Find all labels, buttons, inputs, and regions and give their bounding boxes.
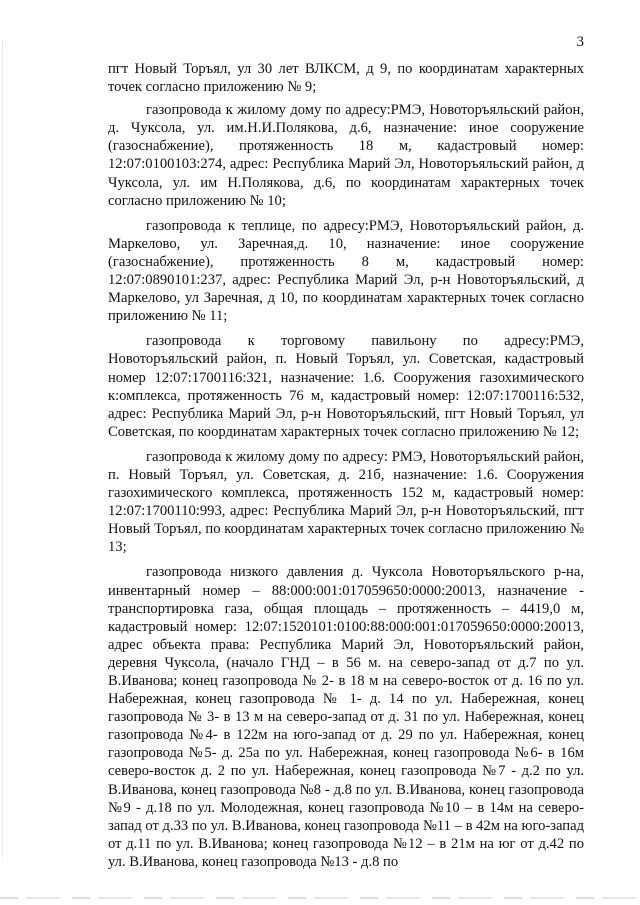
- paragraph-gas-pipeline-greenhouse: газопровода к теплице, по адресу:РМЭ, Новоторъяльский район, д. Маркелово, ул. Заречная,д. 10, назначение: иное сооружение (газоснабжение), протяженность 8 м, кадастровый номер: 12:07:0890101:237, адрес: Республика Марий Эл, р-н Новоторъяльский, д Маркелово, ул Заречная, д 10, по координатам характерных точек согласно приложению № 11;: [108, 217, 584, 325]
- paragraph-continuation: пгт Новый Торъял, ул 30 лет ВЛКСМ, д 9, по координатам характерных точек согласно приложению № 9;: [108, 61, 584, 96]
- page-number: 3: [576, 34, 584, 50]
- document-body: [108, 60, 584, 878]
- scan-bottom-artifact: [0, 897, 640, 899]
- scan-margin-artifact: [2, 40, 9, 860]
- paragraph-low-pressure-pipeline: газопровода низкого давления д. Чуксола Новоторъяльского р-на, инвентарный номер – 88:000:001:017059650:0000:20013, назначение - транспортировка газа, общая площадь – протяженность – 4419,0 м, кадастровый номер: 12:07:1520101:0100:88:000:001:017059650:0000:20013, адрес объекта права: Республика Марий Эл, Новоторъяльский район, деревня Чуксола, (начало ГНД – в 56 м. на северо-запад от д.7 по ул. В.Иванова; конец газопровода № 2- в 18 м на северо-восток от д. 16 по ул. Набережная, конец газопровода № 1- д. 14 по ул. Набережная, конец газопровода № 3- в 13 м на северо-запад от д. 31 по ул. Набережная, конец газопровода №4- в 122м на юго-запад от д. 29 по ул. Набережная, конец газопровода №5- д. 25а по ул. Набережная, конец газопровода №6- в 16м северо-восток д. 2 по ул. Набережная, конец газопровода №7 - д.2 по ул. В.Иванова, конец газопровода №8 - д.8 по ул. В.Иванова, конец газопровода №9 - д.18 по ул. Молодежная, конец газопровода №10 – в 14м на северо-запад от д.33 по ул. В.Иванова, конец газопровода №11 – в 42м на юго-запад от д.11 по ул. В.Иванова; конец газопровода №12 – в 21м на юг от д.42 по ул. В.Иванова, конец газопровода №13 - д.8 по: [108, 564, 584, 870]
- paragraph-gas-pipeline-pavilion: газопровода к торговому павильону по адресу:РМЭ, Новоторъяльский район, п. Новый Торъял, ул. Советская, кадастровый номер 12:07:1700116:321, назначение: 1.6. Сооружения газохимического к:омплекса, протяженность 76 м, кадастровый номер: 12:07:1700116:532, адрес: Республика Марий Эл, р-н Новоторъяльский, пгт Новый Торъял, ул Советская, по координатам характерных точек согласно приложению № 12;: [108, 333, 584, 440]
- paragraph-gas-pipeline-chuksola-house: газопровода к жилому дому по адресу:РМЭ, Новоторъяльский район, д. Чуксола, ул. им.Н.И.Полякова, д.6, назначение: иное сооружение (газоснабжение), протяженность 18 м, кадастровый номер: 12:07:0100103:274, адрес: Республика Марий Эл, Новоторъяльский район, д Чуксола, ул. им Н.Полякова, д.6, по координатам характерных точек согласно приложению № 10;: [108, 102, 584, 209]
- paragraph-gas-pipeline-sovetskaya-house: газопровода к жилому дому по адресу: РМЭ, Новоторъяльский район, п. Новый Торъял, ул. Советская, д. 21б, назначение: 1.6. Сооружения газохимического комплекса, протяженность 152 м, кадастровый номер: 12:07:1700110:993, адрес: Республика Марий Эл, р-н Новоторъяльский, пгт Новый Торъял, по координатам характерных точек согласно приложению № 13;: [108, 448, 584, 556]
